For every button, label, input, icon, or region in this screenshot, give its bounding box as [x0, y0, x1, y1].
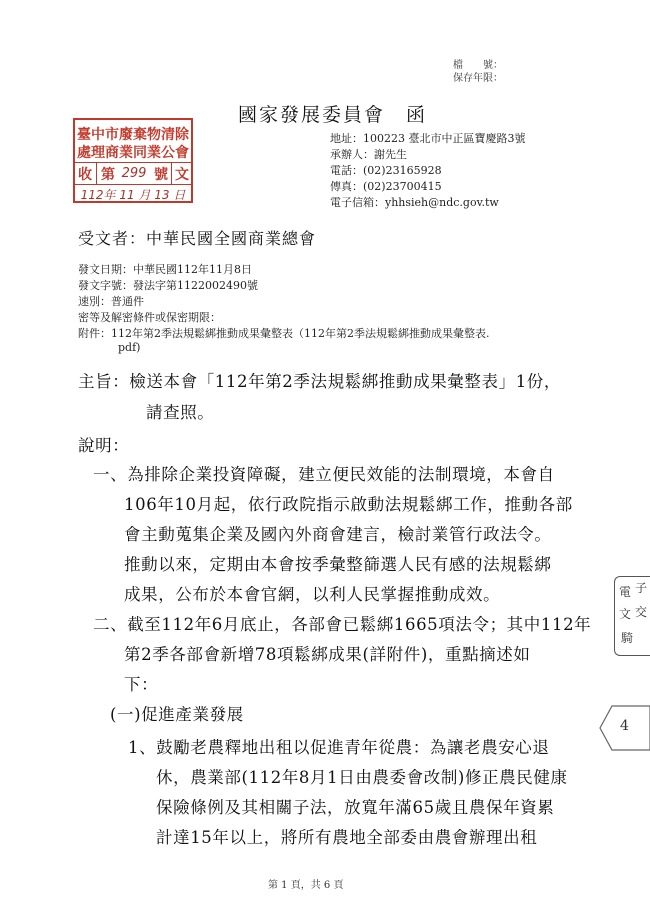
- stamp-recv-label: 收: [78, 166, 92, 183]
- side-stamp-char4: 交: [635, 605, 648, 619]
- electronic-document-stamp: [614, 576, 650, 656]
- contact-address: 地址：100223 臺北市中正區寶慶路3號: [330, 132, 526, 145]
- page-marker-number: 4: [620, 718, 629, 734]
- retention-period-label: 保存年限：: [453, 73, 503, 84]
- contact-phone: 電話：(02)23165928: [330, 164, 442, 177]
- secrecy: 密等及解密條件或保密期限：: [78, 311, 221, 324]
- document-title: 國家發展委員會 函: [238, 104, 428, 126]
- sub-one-line2: 休，農業部(112年8月1日由農委會改制)修正農民健康: [156, 768, 568, 787]
- item-one-line3: 會主動蒐集企業及國內外商會建言，檢討業管行政法令。: [124, 525, 552, 544]
- sub-one-line4: 計達15年以上，將所有農地全部委由農會辦理出租: [156, 828, 538, 847]
- side-stamp-char3: 文: [619, 607, 632, 621]
- item-one-line5: 成果，公布於本會官網，以利人民掌握推動成效。: [124, 585, 501, 604]
- page-marker: [598, 704, 650, 752]
- item-two-line2: 第2季各部會新增78項鬆綁成果(詳附件)，重點摘述如: [124, 645, 531, 664]
- received-stamp: [73, 118, 193, 203]
- stamp-org-line1: 臺中市廢棄物清除: [77, 127, 189, 143]
- item-one-line1: 一、為排除企業投資障礙，建立便民效能的法制環境，本會自: [93, 465, 555, 484]
- speed: 速別：普通件: [78, 295, 144, 308]
- subject-line2: 請查照。: [146, 403, 215, 422]
- contact-fax: 傳真：(02)23700415: [330, 180, 442, 193]
- item-two-line3: 下：: [124, 675, 159, 694]
- side-stamp-char5: 騎: [621, 631, 634, 645]
- stamp-wen-label: 文: [175, 166, 189, 183]
- file-number-label: 檔 號：: [453, 60, 503, 71]
- stamp-org-line2: 處理商業同業公會: [77, 145, 189, 161]
- sub-heading: (一)促進產業發展: [110, 705, 244, 724]
- recipient: 受文者：中華民國全國商業總會: [78, 229, 317, 248]
- sub-one-line1: 1、鼓勵老農釋地出租以促進青年從農：為讓老農安心退: [128, 738, 550, 757]
- item-one-line4: 推動以來，定期由本會按季彙整篩選人民有感的法規鬆綁: [124, 555, 552, 574]
- contact-email: 電子信箱：yhhsieh@ndc.gov.tw: [330, 196, 499, 209]
- stamp-hao-label: 號: [154, 166, 168, 183]
- sub-one-line3: 保險條例及其相關子法，放寬年滿65歲且農保年資累: [156, 798, 555, 817]
- attachment-line2: pdf): [118, 341, 141, 354]
- side-stamp-char1: 電: [619, 585, 632, 599]
- contact-handler: 承辦人：謝先生: [330, 148, 407, 161]
- side-stamp-char2: 子: [635, 581, 648, 595]
- item-one-line2: 106年10月起，依行政院指示啟動法規鬆綁工作，推動各部: [124, 495, 573, 514]
- item-two-line1: 二、截至112年6月底止，各部會已鬆綁1665項法令；其中112年: [93, 615, 592, 634]
- stamp-no-label: 第: [101, 166, 115, 183]
- issue-number: 發文字號：發法字第1122002490號: [78, 279, 258, 292]
- attachment-line1: 附件：112年第2季法規鬆綁推動成果彙整表（112年第2季法規鬆綁推動成果彙整表.: [78, 327, 490, 340]
- explanation-label: 說明：: [78, 436, 130, 455]
- issue-date: 發文日期：中華民國112年11月8日: [78, 263, 252, 276]
- stamp-number: 299: [121, 166, 147, 181]
- page-footer: 第 1 頁，共 6 頁: [268, 880, 344, 891]
- stamp-date: 112年 11 月 13 日: [80, 188, 186, 202]
- subject-line1: 主旨：檢送本會「112年第2季法規鬆綁推動成果彙整表」1份，: [78, 372, 561, 391]
